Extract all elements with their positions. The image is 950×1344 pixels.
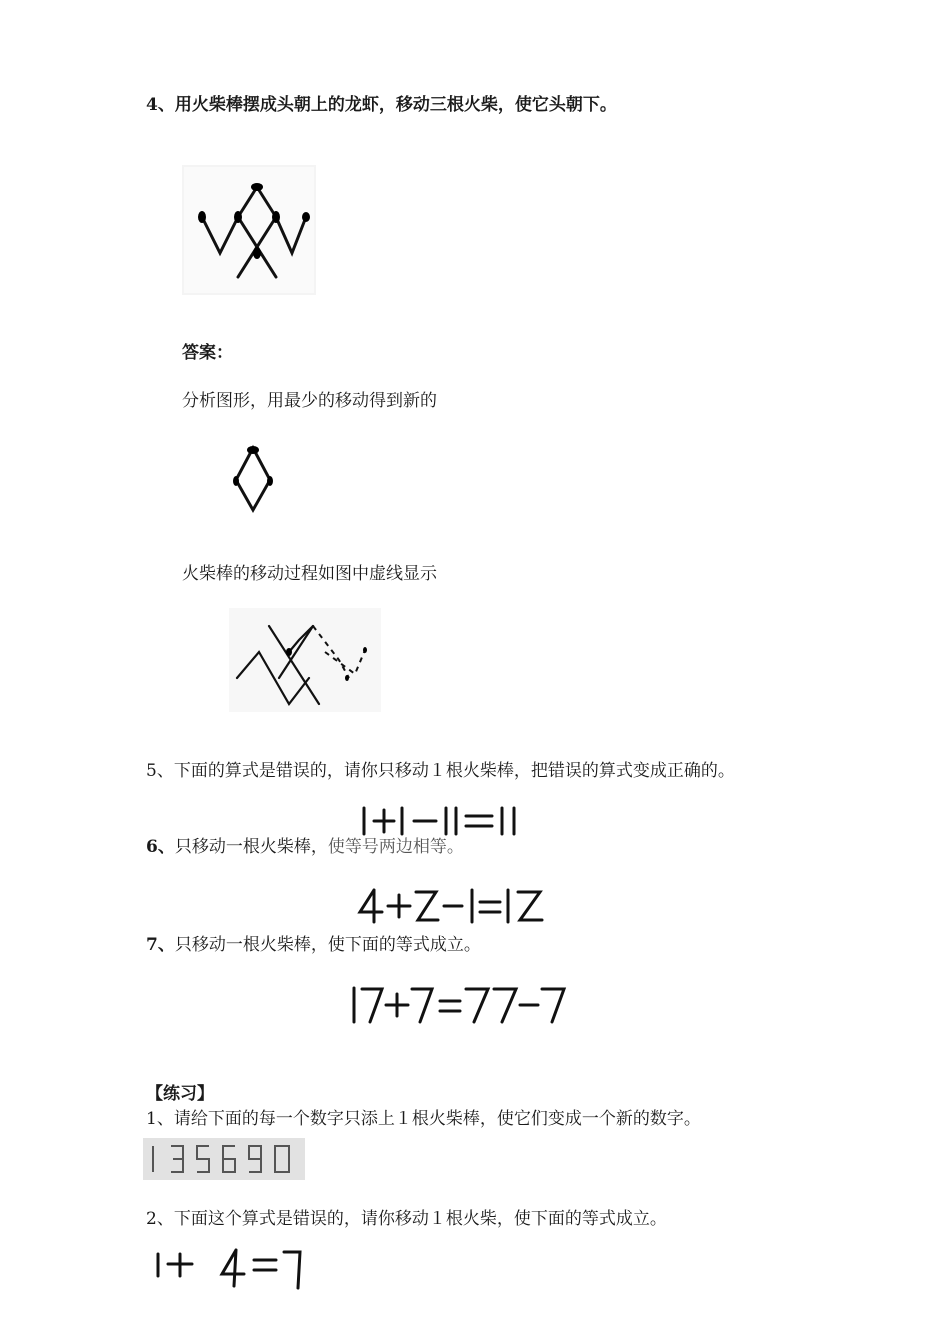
q6-equation (356, 886, 548, 926)
q4-title: 4、用火柴棒摆成头朝上的龙虾，移动三根火柴，使它头朝下。 (146, 95, 617, 115)
lobster-up-figure (182, 165, 316, 295)
q7-title: 7、只移动一根火柴棒，使下面的等式成立。 (146, 935, 481, 955)
practice-1-text: 1、请给下面的每一个数字只添上１根火柴棒，使它们变成一个新的数字。 (146, 1109, 701, 1129)
analysis-text: 分析图形，用最少的移动得到新的 (182, 391, 437, 411)
q5-equation (356, 804, 526, 838)
practice-2-text: 2、下面这个算式是错误的，请你移动１根火柴，使下面的等式成立。 (146, 1209, 667, 1229)
practice-heading: 【练习】 (146, 1084, 214, 1104)
practice-2-equation (150, 1244, 310, 1292)
process-text: 火柴棒的移动过程如图中虚线显示 (182, 564, 437, 584)
move-process-figure (229, 608, 381, 712)
digits-figure (143, 1138, 305, 1180)
q5-title: 5、下面的算式是错误的，请你只移动１根火柴棒，把错误的算式变成正确的。 (146, 761, 735, 781)
answer-label: 答案： (182, 343, 233, 363)
q7-equation (348, 984, 568, 1026)
q6-title: 6、只移动一根火柴棒，使等号两边相等。 (146, 837, 464, 857)
diamond-figure (228, 440, 278, 514)
